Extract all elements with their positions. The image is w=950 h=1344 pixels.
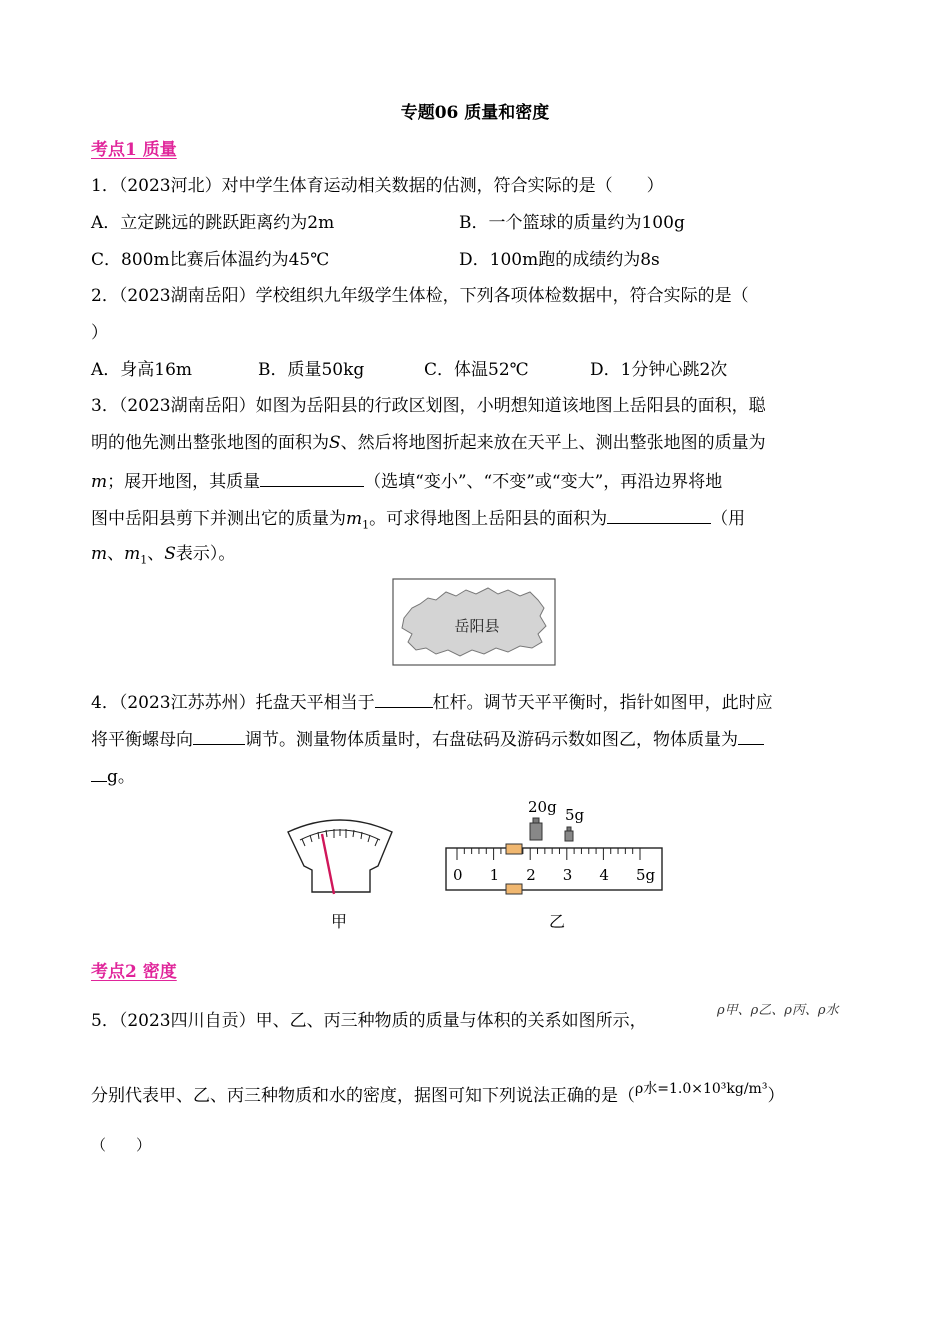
variable-m1: m [346, 509, 363, 529]
dial-svg [284, 814, 396, 896]
q3-text: 明的他先测出整张地图的面积为 [91, 433, 329, 453]
scale-tick-label: 5g [636, 866, 656, 884]
question-4-line-1 [91, 689, 773, 715]
question-3-line-5 [91, 542, 235, 572]
question-2-stem-end: ） [91, 323, 108, 343]
scale-tick-label: 1 [489, 866, 500, 884]
q3-text: （用 [711, 509, 746, 529]
variable-s: S [329, 433, 341, 453]
q5-text: ） [767, 1086, 785, 1106]
q3-text: 、然后将地图折起来放在天平上、测出整张地图的质量为 [340, 433, 766, 453]
q2-option-d: D．1分钟心跳2次 [590, 360, 728, 380]
variable-m: m [91, 472, 108, 492]
section-heading-density: 考点2 密度 [91, 962, 177, 982]
scale-tick-label: 4 [599, 866, 609, 884]
page-title: 专题06 质量和密度 [400, 103, 550, 123]
answer-blank[interactable] [607, 505, 711, 524]
q3-text: 表示）。 [175, 544, 236, 564]
answer-blank[interactable] [193, 726, 245, 745]
q1-option-c: C．800m比赛后体温约为45℃ [91, 250, 330, 270]
question-3-line-1: 3．（2023湖南岳阳）如图为岳阳县的行政区划图，小明想知道该地图上岳阳县的面积，聪 [91, 396, 766, 416]
rider-bottom [506, 884, 522, 894]
q4-text: g。 [107, 767, 135, 787]
q4-text: 杠杆。调节天平平衡时，指针如图甲，此时应 [432, 693, 773, 713]
answer-blank[interactable] [91, 763, 107, 782]
q3-text: 。可求得地图上岳阳县的面积为 [369, 509, 608, 529]
question-5-answer-paren: （ ） [91, 1136, 152, 1154]
q5-text: 分别代表甲、乙、丙三种物质和水的密度，据图可知下列说法正确的是（ [91, 1086, 635, 1106]
water-density-formula: ρ水=1.0×10³kg/m³ [635, 1081, 768, 1097]
q4-text: 将平衡螺母向 [91, 730, 193, 750]
question-2-stem: 2．（2023湖南岳阳）学校组织九年级学生体检，下列各项体检数据中，符合实际的是（ [91, 286, 749, 306]
variable-m1: m [124, 544, 141, 564]
weight-label-5g: 5g [565, 806, 585, 824]
q3-text: （选填“变小”、“不变”或“变大”，再沿边界将地 [364, 472, 723, 492]
map-svg [392, 578, 556, 666]
question-1-stem: 1．（2023河北）对中学生体育运动相关数据的估测，符合实际的是（ ） [91, 176, 664, 196]
q2-option-c: C．体温52℃ [424, 360, 529, 380]
q1-option-a: A．立定跳远的跳跃距离约为2m [91, 213, 335, 233]
q2-option-b: B．质量50kg [258, 360, 365, 380]
question-5-line-2 [91, 1081, 785, 1109]
weight-label-20g: 20g [528, 798, 557, 816]
q4-text: 4．（2023江苏苏州）托盘天平相当于 [91, 693, 375, 713]
density-symbols: ρ甲、ρ乙、ρ丙、ρ水 [717, 1003, 839, 1018]
map-figure [392, 578, 556, 666]
pointer-dial-figure [284, 814, 396, 896]
scale-tick-label: 3 [562, 866, 573, 884]
question-3-line-2 [91, 431, 766, 455]
weight-20g [530, 818, 542, 840]
question-4-line-3 [91, 763, 135, 789]
section-heading-mass: 考点1 质量 [91, 140, 177, 160]
scale-tick-label: 0 [453, 866, 463, 884]
scale-svg [444, 796, 666, 896]
scale-beam [446, 848, 662, 890]
figure-a-caption: 甲 [331, 912, 348, 931]
subscript: 1 [140, 553, 148, 567]
answer-blank[interactable] [375, 689, 433, 708]
subscript: 1 [362, 518, 370, 532]
q1-option-d: D．100m跑的成绩约为8s [459, 250, 660, 270]
variable-m: m [91, 544, 108, 564]
question-3-line-4 [91, 505, 745, 537]
answer-blank[interactable] [738, 726, 764, 745]
rider-top [506, 844, 522, 854]
question-3-line-3 [91, 468, 722, 494]
scale-tick-label: 2 [526, 866, 536, 884]
q1-option-b: B．一个篮球的质量约为100g [459, 213, 685, 233]
q4-text: 调节。测量物体质量时，右盘砝码及游码示数如图乙，物体质量为 [245, 730, 738, 750]
separator: 、 [147, 544, 165, 564]
weight-5g [565, 827, 573, 841]
question-4-line-2 [91, 726, 764, 752]
q3-text: 图中岳阳县剪下并测出它的质量为 [91, 509, 346, 529]
map-label: 岳阳县 [454, 617, 500, 635]
balance-scale-figure [444, 796, 666, 896]
question-5-line-1: 5．（2023四川自贡）甲、乙、丙三种物质的质量与体积的关系如图所示， [91, 1011, 647, 1031]
figure-b-caption: 乙 [549, 912, 566, 931]
answer-blank[interactable] [260, 468, 364, 487]
q2-option-a: A．身高16m [91, 360, 193, 380]
q3-text: ；展开地图，其质量 [107, 472, 261, 492]
separator: 、 [107, 544, 125, 564]
variable-s: S [164, 544, 176, 564]
